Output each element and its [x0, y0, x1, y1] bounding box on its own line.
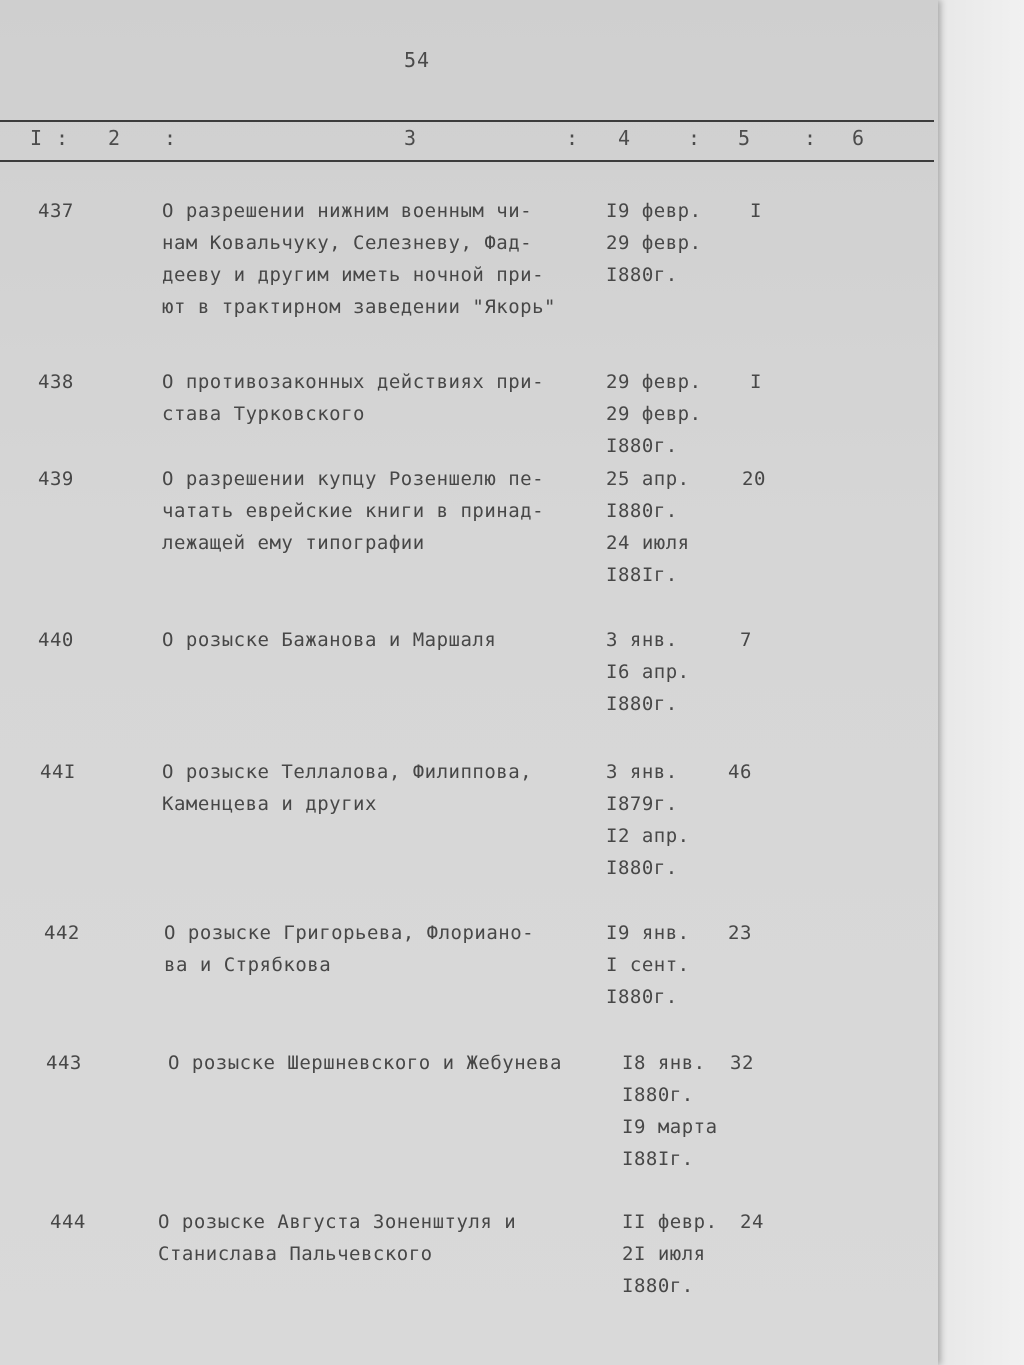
date-line: I9 февр.	[606, 200, 702, 222]
header-rule-top	[0, 120, 934, 122]
sheet-count: 7	[740, 629, 752, 651]
record-number: 44I	[40, 761, 76, 783]
record-description	[162, 756, 612, 820]
page-number: 54	[404, 48, 431, 72]
record-dates	[606, 195, 736, 291]
description-line: О разрешении купцу Розеншелю пе-	[162, 468, 545, 490]
date-line: I9 марта	[622, 1116, 718, 1138]
record-dates	[606, 463, 736, 591]
date-line: II февр.	[622, 1211, 718, 1233]
column-separator: :	[164, 126, 177, 150]
record-description	[162, 366, 612, 430]
date-line: 3 янв.	[606, 761, 678, 783]
description-line: нам Ковальчуку, Селезневу, Фад-	[162, 232, 533, 254]
date-line: 29 февр.	[606, 371, 702, 393]
record-description	[162, 195, 612, 323]
column-separator: :	[804, 126, 817, 150]
description-line: чатать еврейские книги в принад-	[162, 500, 545, 522]
date-line: 25 апр.	[606, 468, 690, 490]
sheet-count: 32	[730, 1052, 754, 1074]
sheet-count: 24	[740, 1211, 764, 1233]
column-separator: :	[566, 126, 579, 150]
sheet-count: 20	[742, 468, 766, 490]
description-line: лежащей ему типографии	[162, 532, 425, 554]
sheet-count: 46	[728, 761, 752, 783]
date-line: I8 янв.	[622, 1052, 706, 1074]
record-number: 442	[44, 922, 80, 944]
sheet-count: 23	[728, 922, 752, 944]
record-number: 439	[38, 468, 74, 490]
record-dates	[606, 917, 736, 1013]
date-line: I880г.	[606, 435, 678, 457]
description-line: О разрешении нижним военным чи-	[162, 200, 533, 222]
date-line: I сент.	[606, 954, 690, 976]
record-number: 438	[38, 371, 74, 393]
description-line: Станислава Пальчевского	[158, 1243, 433, 1265]
description-line: става Турковского	[162, 403, 365, 425]
date-line: 29 февр.	[606, 403, 702, 425]
date-line: 24 июля	[606, 532, 690, 554]
header-rule-bottom	[0, 160, 934, 162]
date-line: I879г.	[606, 793, 678, 815]
record-number: 440	[38, 629, 74, 651]
record-description	[164, 917, 614, 981]
column-header-4: 4	[618, 126, 631, 150]
description-line: О розыске Шершневского и Жебунева	[168, 1052, 562, 1074]
record-number: 437	[38, 200, 74, 222]
description-line: О розыске Августа Зоненштуля и	[158, 1211, 517, 1233]
date-line: I880г.	[606, 857, 678, 879]
record-dates	[606, 756, 736, 884]
column-header-5: 5	[738, 126, 751, 150]
description-line: О противозаконных действиях при-	[162, 371, 545, 393]
date-line: I88Iг.	[606, 564, 678, 586]
sheet-count: I	[750, 371, 762, 393]
date-line: I88Iг.	[622, 1148, 694, 1170]
description-line: Каменцева и других	[162, 793, 377, 815]
record-dates	[622, 1206, 752, 1302]
description-line: О розыске Григорьева, Флориано-	[164, 922, 535, 944]
column-header-2: 2	[108, 126, 121, 150]
date-line: I880г.	[622, 1275, 694, 1297]
record-number: 443	[46, 1052, 82, 1074]
description-line: ва и Стрябкова	[164, 954, 332, 976]
column-header-1: I	[30, 126, 43, 150]
column-header-3: 3	[404, 126, 417, 150]
description-line: дееву и другим иметь ночной при-	[162, 264, 545, 286]
date-line: 2I июля	[622, 1243, 706, 1265]
date-line: I880г.	[622, 1084, 694, 1106]
description-line: О розыске Бажанова и Маршаля	[162, 629, 497, 651]
record-dates	[606, 624, 736, 720]
date-line: I2 апр.	[606, 825, 690, 847]
column-header-6: 6	[852, 126, 865, 150]
date-line: I9 янв.	[606, 922, 690, 944]
column-separator: :	[56, 126, 69, 150]
date-line: 29 февр.	[606, 232, 702, 254]
column-separator: :	[688, 126, 701, 150]
sheet-count: I	[750, 200, 762, 222]
record-description	[168, 1047, 618, 1079]
date-line: I880г.	[606, 500, 678, 522]
date-line: I880г.	[606, 693, 678, 715]
date-line: I880г.	[606, 264, 678, 286]
record-description	[158, 1206, 608, 1270]
description-line: ют в трактирном заведении "Якорь"	[162, 296, 556, 318]
date-line: I880г.	[606, 986, 678, 1008]
description-line: О розыске Теллалова, Филиппова,	[162, 761, 533, 783]
record-number: 444	[50, 1211, 86, 1233]
record-dates	[606, 366, 736, 462]
record-description	[162, 624, 612, 656]
record-description	[162, 463, 612, 559]
date-line: I6 апр.	[606, 661, 690, 683]
date-line: 3 янв.	[606, 629, 678, 651]
